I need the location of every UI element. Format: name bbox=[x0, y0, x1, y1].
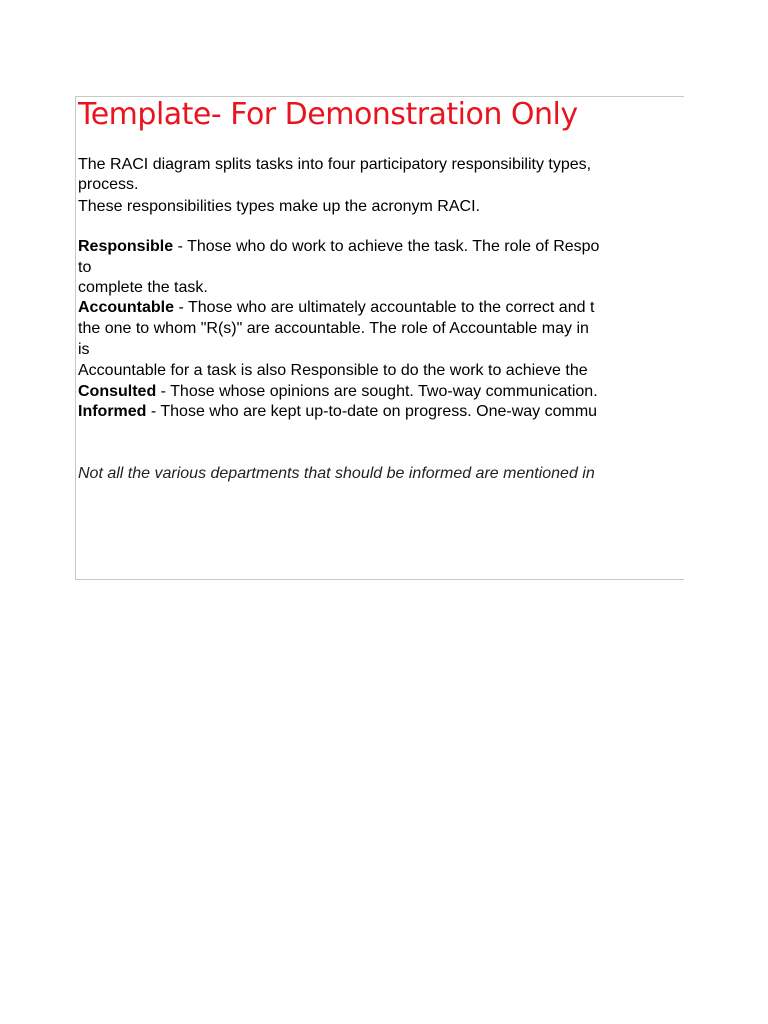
accountable-term: Accountable bbox=[78, 299, 175, 316]
intro-line-3: These responsibilities types make up the acronym RACI. bbox=[78, 198, 480, 215]
consulted-text: - Those whose opinions are sought. Two-way communication. bbox=[156, 383, 598, 400]
responsible-text-1: - Those who do work to achieve the task. The role of Respo bbox=[173, 238, 600, 255]
responsible-line-2: to bbox=[78, 259, 92, 276]
intro-line-2: process. bbox=[78, 176, 139, 193]
informed-line bbox=[78, 402, 597, 422]
informed-text: - Those who are kept up-to-date on progress. One-way commu bbox=[146, 403, 598, 420]
accountable-line-2: the one to whom "R(s)" are accountable. The role of Accountable may in bbox=[78, 320, 589, 337]
page-title: Template- For Demonstration Only bbox=[78, 97, 578, 132]
consulted-line bbox=[78, 382, 598, 402]
responsible-line-3: complete the task. bbox=[78, 279, 208, 296]
accountable-text-1: - Those who are ultimately accountable to the correct and t bbox=[174, 299, 595, 316]
template-cell[interactable] bbox=[75, 96, 684, 580]
intro-line-1: The RACI diagram splits tasks into four participatory responsibility types, bbox=[78, 156, 592, 173]
accountable-line-3: is bbox=[78, 341, 90, 358]
accountable-line-1 bbox=[78, 298, 594, 318]
informed-term: Informed bbox=[78, 403, 147, 420]
consulted-term: Consulted bbox=[78, 383, 157, 400]
responsible-term: Responsible bbox=[78, 238, 174, 255]
departments-note: Not all the various departments that should be informed are mentioned in bbox=[78, 465, 595, 482]
accountable-line-4: Accountable for a task is also Responsible to do the work to achieve the bbox=[78, 362, 588, 379]
responsible-line-1 bbox=[78, 237, 599, 257]
